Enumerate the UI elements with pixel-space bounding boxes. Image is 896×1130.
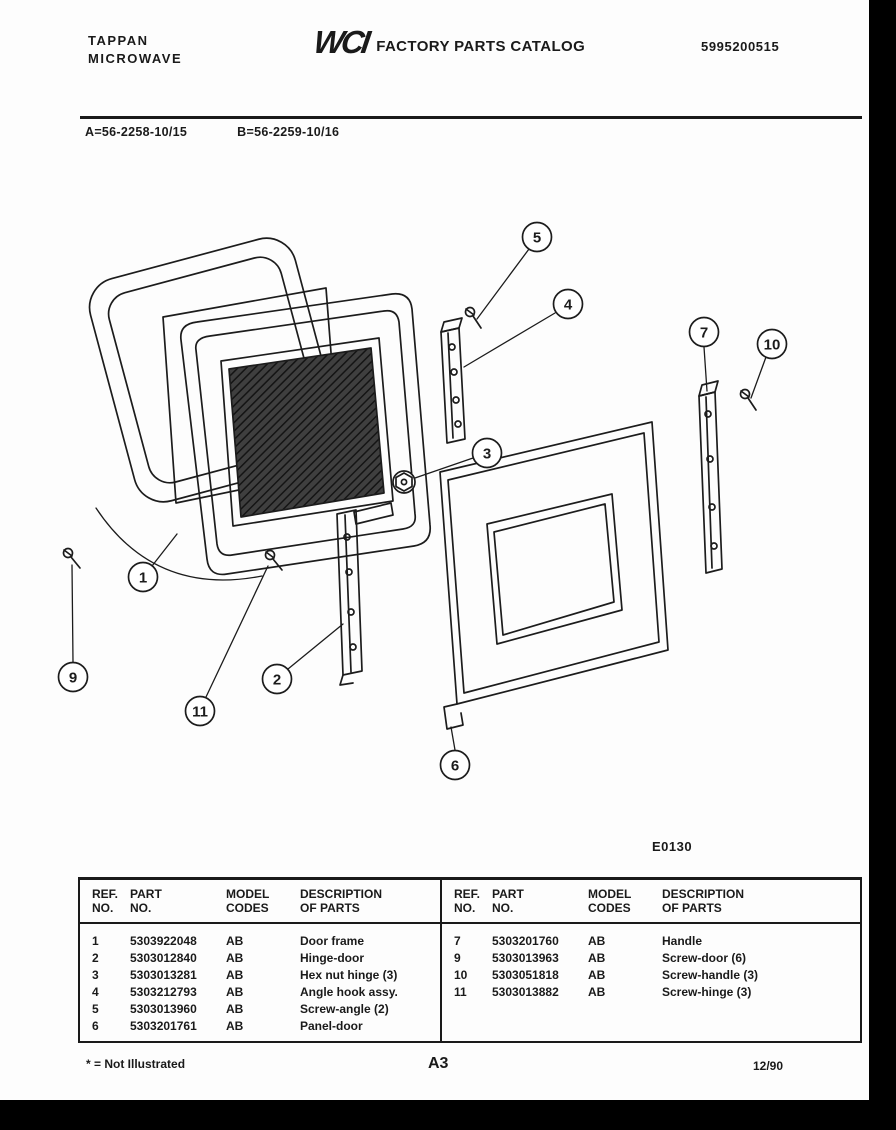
cell-ref: 4 — [92, 985, 99, 999]
col-header-model: MODEL CODES — [588, 887, 632, 915]
svg-text:5: 5 — [532, 229, 542, 247]
parts-table-right — [442, 880, 860, 1041]
parts-table-left — [80, 880, 442, 1041]
svg-text:6: 6 — [450, 757, 460, 775]
cell-ref: 2 — [92, 951, 99, 965]
svg-text:4: 4 — [563, 296, 573, 314]
scan-edge-bottom — [0, 1100, 896, 1130]
cell-model: AB — [226, 1019, 244, 1033]
callout-3 — [473, 439, 502, 468]
cell-part: 5303013281 — [130, 968, 197, 982]
callout-6 — [441, 751, 470, 780]
svg-text:7: 7 — [699, 324, 709, 342]
callout-7 — [690, 318, 719, 347]
hinge-channel-right — [699, 381, 722, 573]
cell-part: 5303212793 — [130, 985, 197, 999]
callout-10 — [758, 330, 787, 359]
date-code: 12/90 — [753, 1059, 784, 1073]
table-row — [454, 967, 860, 984]
cell-desc: Screw-door (6) — [662, 951, 747, 965]
callout-2 — [263, 665, 292, 694]
table-body-left — [80, 924, 440, 1035]
table-row — [92, 1018, 440, 1035]
cell-part: 5303013960 — [130, 1002, 197, 1016]
cell-ref: 1 — [92, 934, 99, 948]
cell-model: AB — [226, 951, 244, 965]
brand-product: MICROWAVE — [88, 51, 183, 66]
callout-5 — [523, 223, 552, 252]
model-line — [85, 125, 339, 139]
cell-part: 5303013963 — [492, 951, 559, 965]
table-row — [92, 950, 440, 967]
cell-part: 5303201760 — [492, 934, 559, 948]
table-row — [92, 1001, 440, 1018]
cell-part: 5303201761 — [130, 1019, 197, 1033]
cell-model: AB — [226, 968, 244, 982]
callout-4 — [554, 290, 583, 319]
col-header-model: MODEL CODES — [226, 887, 270, 915]
cell-ref: 11 — [454, 985, 467, 999]
model-b: B=56-2259-10/16 — [237, 125, 340, 139]
exploded-parts-diagram — [0, 172, 896, 832]
page-code: A3 — [428, 1055, 449, 1072]
cell-desc: Hex nut hinge (3) — [300, 968, 398, 982]
figure-code: E0130 — [652, 839, 693, 854]
cell-desc: Screw-angle (2) — [300, 1002, 389, 1016]
cell-desc: Angle hook assy. — [300, 985, 398, 999]
cell-part: 5303013882 — [492, 985, 559, 999]
callout-11 — [186, 697, 215, 726]
brand-name: TAPPAN — [88, 33, 149, 48]
table-row — [92, 984, 440, 1001]
cell-ref: 7 — [454, 934, 461, 948]
table-row — [92, 967, 440, 984]
hinge-channel-upper — [441, 318, 465, 443]
cell-desc: Screw-handle (3) — [662, 968, 759, 982]
cell-ref: 9 — [454, 951, 461, 965]
model-a: A=56-2258-10/15 — [85, 125, 188, 139]
table-row — [454, 984, 860, 1001]
publication-number: 5995200515 — [701, 39, 780, 54]
not-illustrated-note: * = Not Illustrated — [86, 1057, 186, 1071]
cell-model: AB — [226, 1002, 244, 1016]
angle-hook-part — [337, 503, 393, 685]
col-header-ref: REF. NO. — [92, 887, 119, 915]
cell-model: AB — [588, 985, 606, 999]
table-row — [454, 933, 860, 950]
svg-text:2: 2 — [272, 671, 282, 689]
col-header-desc: DESCRIPTION OF PARTS — [662, 887, 745, 915]
wci-logo: WCI — [311, 24, 370, 60]
table-row — [454, 950, 860, 967]
cell-desc: Panel-door — [300, 1019, 363, 1033]
header-rule — [80, 116, 862, 119]
door-frame-front — [181, 294, 430, 575]
table-header-left — [80, 880, 440, 924]
cell-part: 5303012840 — [130, 951, 197, 965]
cell-desc: Screw-hinge (3) — [662, 985, 752, 999]
cell-ref: 3 — [92, 968, 99, 982]
callout-9 — [59, 663, 88, 692]
cell-ref: 10 — [454, 968, 468, 982]
svg-text:9: 9 — [68, 669, 78, 687]
cell-part: 5303922048 — [130, 934, 197, 948]
scan-edge-right — [869, 0, 896, 1130]
svg-text:10: 10 — [763, 336, 781, 354]
door-panel-rear — [440, 422, 668, 729]
callout-1 — [129, 563, 158, 592]
svg-text:11: 11 — [192, 703, 208, 721]
cell-part: 5303051818 — [492, 968, 559, 982]
cell-model: AB — [226, 934, 244, 948]
hex-nut-part — [393, 471, 415, 493]
svg-text:3: 3 — [482, 445, 492, 463]
col-header-part: PART NO. — [130, 887, 162, 915]
parts-table — [78, 877, 862, 1043]
cell-model: AB — [588, 934, 606, 948]
svg-text:1: 1 — [138, 569, 148, 587]
col-header-ref: REF. NO. — [454, 887, 481, 915]
cell-desc: Door frame — [300, 934, 365, 948]
cell-model: AB — [226, 985, 244, 999]
cell-desc: Hinge-door — [300, 951, 364, 965]
table-body-right — [442, 924, 860, 1001]
brand-block — [88, 32, 182, 68]
logo-title-block — [311, 24, 586, 61]
cell-desc: Handle — [662, 934, 703, 948]
table-row — [92, 933, 440, 950]
catalog-title: FACTORY PARTS CATALOG — [376, 37, 586, 55]
col-header-part: PART NO. — [492, 887, 524, 915]
cell-model: AB — [588, 951, 606, 965]
cell-model: AB — [588, 968, 606, 982]
cell-ref: 6 — [92, 1019, 99, 1033]
cell-ref: 5 — [92, 1002, 99, 1016]
col-header-desc: DESCRIPTION OF PARTS — [300, 887, 383, 915]
table-header-right — [442, 880, 860, 924]
